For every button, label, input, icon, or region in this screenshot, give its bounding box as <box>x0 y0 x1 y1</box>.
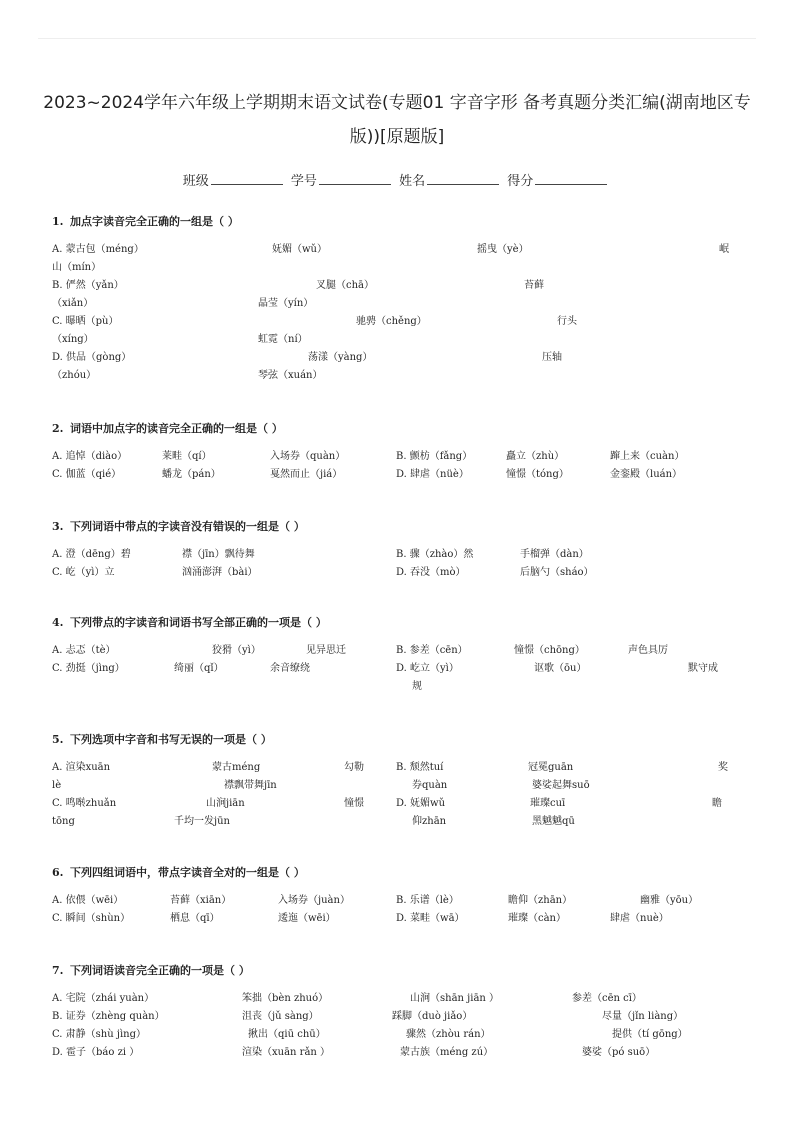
option-item: B. 证券（zhèng quàn） <box>52 1011 165 1022</box>
option-item: 岷 <box>719 244 729 255</box>
score-label: 得分 <box>507 174 534 189</box>
option-item: 妩媚（wǔ） <box>272 244 327 255</box>
option-item: 奖 <box>718 762 728 773</box>
option-item: 苔藓（xiān） <box>170 895 232 906</box>
question-options <box>52 241 742 385</box>
option-item: 手榴弹（dàn） <box>520 549 589 560</box>
student-info-line <box>0 170 794 189</box>
option-item: B. 骤（zhào）然 <box>396 549 474 560</box>
question-5 <box>52 731 742 831</box>
option-item: 压轴 <box>542 352 562 363</box>
option-item: 苔藓 <box>524 280 544 291</box>
question-options <box>52 990 742 1062</box>
title-line-2: 版))[原题版] <box>349 127 445 147</box>
question-title <box>52 213 742 231</box>
question-4 <box>52 614 742 696</box>
option-item: B. 乐谱（lè） <box>396 895 459 906</box>
option-row <box>52 448 742 466</box>
option-item: 襟飘带舞jīn <box>224 780 277 791</box>
option-item: B. 俨然（yǎn） <box>52 280 124 291</box>
option-item: 规 <box>412 681 422 692</box>
option-item: C. 鸣啭zhuǎn <box>52 798 117 809</box>
option-item: 山涧jiān <box>206 798 245 809</box>
option-row <box>52 892 742 910</box>
question-number: 6. <box>52 866 64 879</box>
option-item: 莱畦（qí） <box>162 451 212 462</box>
question-options <box>52 546 742 582</box>
option-item: 提供（tí gōng） <box>612 1029 688 1040</box>
option-item: 笨拙（bèn zhuó） <box>242 993 329 1004</box>
option-item: 瞻仰（zhān） <box>508 895 573 906</box>
question-2 <box>52 420 742 484</box>
question-number: 2. <box>52 422 64 435</box>
question-6 <box>52 864 742 928</box>
question-3 <box>52 518 742 582</box>
option-row <box>52 1008 742 1026</box>
option-row <box>52 295 742 313</box>
question-text: 下列四组词语中，带点字读音全对的一组是（ ） <box>70 866 305 879</box>
option-item: D. 供品（gòng） <box>52 352 132 363</box>
option-row <box>52 564 742 582</box>
option-item: 冠冕guān <box>528 762 574 773</box>
option-item: 栖息（qī） <box>170 913 220 924</box>
name-blank[interactable] <box>427 172 499 185</box>
question-number: 3. <box>52 520 64 533</box>
option-item: 蒙古族（méng zú） <box>400 1047 494 1058</box>
option-item: A. 追悼（diào） <box>52 451 128 462</box>
option-item: （zhóu） <box>52 370 97 381</box>
option-item: 讴歌（ōu） <box>534 663 587 674</box>
option-item: B. 颓然tuí <box>396 762 444 773</box>
option-item: 金銮殿（luán） <box>610 469 683 480</box>
question-text: 下列带点的字读音和词语书写全部正确的一项是（ ） <box>70 616 327 629</box>
question-number: 5. <box>52 733 64 746</box>
option-row <box>52 331 742 349</box>
question-text: 加点字读音完全正确的一组是（ ） <box>70 215 239 228</box>
option-item: A. 依偎（wēi） <box>52 895 124 906</box>
option-row <box>52 813 742 831</box>
option-item: 幽雅（yōu） <box>640 895 699 906</box>
option-item: 沮丧（jǔ sàng） <box>242 1011 319 1022</box>
option-row <box>52 777 742 795</box>
option-item: 蹿上来（cuàn） <box>610 451 685 462</box>
option-row <box>52 1026 742 1044</box>
question-number: 7. <box>52 964 64 977</box>
option-item: 晶莹（yín） <box>258 298 314 309</box>
option-item: C. 伽蓝（qié） <box>52 469 122 480</box>
option-item: 憧憬（chōng） <box>514 645 585 656</box>
option-item: 驰骋（chěng） <box>356 316 427 327</box>
question-text: 下列词语中带点的字读音没有错误的一组是（ ） <box>70 520 305 533</box>
option-item: A. 忐忑（tè） <box>52 645 116 656</box>
option-row <box>52 367 742 385</box>
option-item: 逶迤（wēi） <box>278 913 336 924</box>
option-item: 山涧（shān jiān ） <box>410 993 500 1004</box>
score-blank[interactable] <box>535 172 607 185</box>
option-item: A. 澄（dēng）碧 <box>52 549 131 560</box>
option-item: A. 宅院（zhái yuàn） <box>52 993 155 1004</box>
option-item: D. 肆虐（nüè） <box>396 469 469 480</box>
option-item: 叉腿（chā） <box>316 280 375 291</box>
option-item: 矗立（zhù） <box>506 451 565 462</box>
question-title <box>52 731 742 749</box>
option-item: 入场券（juàn） <box>278 895 350 906</box>
top-rule <box>38 38 756 39</box>
option-item: 券quàn <box>412 780 448 791</box>
option-item: 汹涌澎湃（bài） <box>182 567 258 578</box>
option-item: 憧憬 <box>344 798 364 809</box>
question-number: 1. <box>52 215 64 228</box>
option-item: 蟠龙（pán） <box>162 469 221 480</box>
option-item: A. 蒙古包（méng） <box>52 244 144 255</box>
option-row <box>52 660 742 678</box>
option-item: 绮丽（qǐ） <box>174 663 224 674</box>
option-item: 肆虐（nuè） <box>610 913 669 924</box>
option-item: 参差（cēn cī） <box>572 993 642 1004</box>
question-title <box>52 962 742 980</box>
option-row <box>52 349 742 367</box>
option-item: C. 瞬间（shùn） <box>52 913 131 924</box>
option-item: D. 吞没（mò） <box>396 567 466 578</box>
page-title <box>40 86 754 154</box>
option-item: C. 屹（yì）立 <box>52 567 115 578</box>
question-text: 下列选项中字音和书写无误的一项是（ ） <box>70 733 272 746</box>
option-item: 蒙古méng <box>212 762 261 773</box>
option-item: 声色具厉 <box>628 645 668 656</box>
option-item: 行头 <box>557 316 577 327</box>
option-item: 仰zhān <box>412 816 447 827</box>
option-row <box>52 678 742 696</box>
option-row <box>52 795 742 813</box>
option-item: 琴弦（xuán） <box>258 370 323 381</box>
question-options <box>52 892 742 928</box>
option-row <box>52 759 742 777</box>
question-title <box>52 420 742 438</box>
option-row <box>52 910 742 928</box>
option-item: 骤然（zhòu rán） <box>406 1029 491 1040</box>
option-item: C. 肃静（shù jìng） <box>52 1029 146 1040</box>
option-row <box>52 277 742 295</box>
title-line-1: 2023~2024学年六年级上学期期末语文试卷(专题01 字音字形 备考真题分类汇编(湖南地区专 <box>43 93 751 113</box>
option-item: 揪出（qiū chū） <box>248 1029 326 1040</box>
option-row <box>52 546 742 564</box>
id-label: 学号 <box>290 174 317 189</box>
option-item: 戛然而止（jiá） <box>270 469 343 480</box>
option-item: 襟（jīn）飘待舞 <box>182 549 255 560</box>
option-item: 踩脚（duò jiǎo） <box>392 1011 473 1022</box>
class-blank[interactable] <box>211 172 283 185</box>
option-item: D. 雹子（báo zi ） <box>52 1047 140 1058</box>
option-item: B. 参差（cēn） <box>396 645 468 656</box>
option-item: 虹霓（ní） <box>258 334 308 345</box>
option-item: 婆娑（pó suō） <box>582 1047 656 1058</box>
id-blank[interactable] <box>319 172 391 185</box>
option-row <box>52 642 742 660</box>
question-1 <box>52 213 742 385</box>
option-item: D. 屹立（yì） <box>396 663 459 674</box>
option-row <box>52 241 742 259</box>
option-row <box>52 1044 742 1062</box>
option-item: （xiǎn） <box>52 298 94 309</box>
option-item: 勾勒 <box>344 762 364 773</box>
option-item: 山（mín） <box>52 262 102 273</box>
question-options <box>52 759 742 831</box>
option-item: C. 劲挺（jìng） <box>52 663 125 674</box>
option-item: 荡漾（yàng） <box>308 352 373 363</box>
option-item: tōng <box>52 816 75 827</box>
question-number: 4. <box>52 616 64 629</box>
option-row <box>52 466 742 484</box>
option-row <box>52 990 742 1008</box>
question-title <box>52 864 742 882</box>
option-item: （xíng） <box>52 334 94 345</box>
option-item: 璀璨（càn） <box>508 913 567 924</box>
option-item: lè <box>52 780 62 791</box>
option-row <box>52 259 742 277</box>
option-item: 入场券（quàn） <box>270 451 346 462</box>
option-item: 默守成 <box>688 663 718 674</box>
option-item: 后脑勺（sháo） <box>520 567 594 578</box>
option-item: C. 曝晒（pù） <box>52 316 119 327</box>
name-label: 姓名 <box>399 174 426 189</box>
option-item: 瞻 <box>712 798 722 809</box>
option-row <box>52 313 742 331</box>
question-title <box>52 614 742 632</box>
option-item: 狡猾（yì） <box>212 645 261 656</box>
class-label: 班级 <box>182 174 209 189</box>
option-item: 黑魆魆qū <box>532 816 575 827</box>
option-item: 尽量（jǐn liàng） <box>602 1011 684 1022</box>
option-item: D. 妩媚wǔ <box>396 798 446 809</box>
option-item: A. 渲染xuān <box>52 762 111 773</box>
question-text: 下列词语读音完全正确的一项是（ ） <box>70 964 250 977</box>
option-item: 余音缭绕 <box>270 663 310 674</box>
question-title <box>52 518 742 536</box>
option-item: 憧憬（tóng） <box>506 469 569 480</box>
option-item: 渲染（xuān rǎn ） <box>242 1047 331 1058</box>
question-text: 词语中加点字的读音完全正确的一组是（ ） <box>70 422 283 435</box>
option-item: B. 颤枋（fǎng） <box>396 451 473 462</box>
option-item: 千均一发jūn <box>174 816 230 827</box>
option-item: 璀璨cuī <box>530 798 566 809</box>
question-options <box>52 642 742 696</box>
question-7 <box>52 962 742 1062</box>
option-item: 婆娑起舞suō <box>532 780 590 791</box>
option-item: 见异思迁 <box>306 645 346 656</box>
question-options <box>52 448 742 484</box>
option-item: 摇曳（yè） <box>477 244 529 255</box>
option-item: D. 菜畦（wā） <box>396 913 465 924</box>
